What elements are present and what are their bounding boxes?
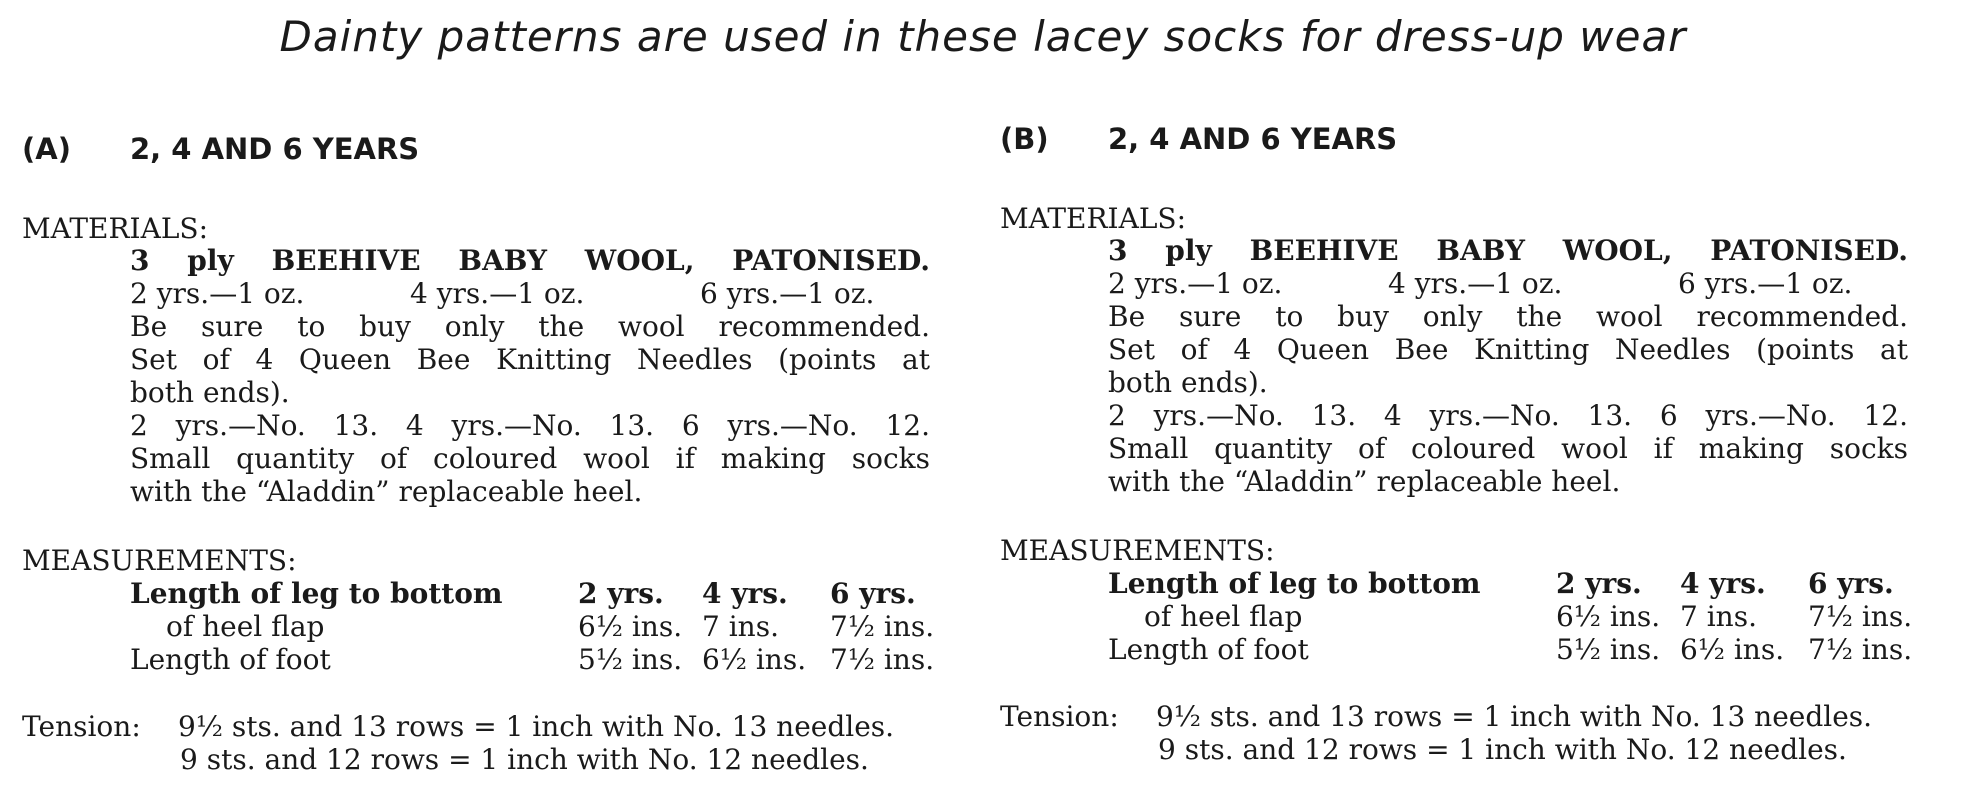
needle-sizes: 2 yrs.—No. 13. 4 yrs.—No. 13. 6 yrs.—No. 12. [130,409,930,442]
pattern-section-a [22,0,982,788]
section-sizes: 2, 4 AND 6 YEARS [1108,122,1398,156]
materials-block [1108,234,1908,498]
tension-block [22,710,894,776]
wool-quantity: 2 yrs.—1 oz. [130,277,305,310]
wool-quantity: 4 yrs.—1 oz. [1388,267,1563,300]
tension-line: 9 sts. and 12 rows = 1 inch with No. 12 needles. [1158,733,1847,766]
measure-value: 6½ ins. [1556,600,1661,633]
coloured-wool-line: with the “Aladdin” replaceable heel. [130,475,643,508]
tension-block [1000,700,1872,766]
size-header: 4 yrs. [1680,567,1766,600]
section-letter: (B) [1000,122,1049,156]
table-row [130,610,934,643]
table-row [1108,633,1912,666]
coloured-wool-line: Small quantity of coloured wool if making socks [130,442,930,475]
coloured-wool-line: with the “Aladdin” replaceable heel. [1108,465,1621,498]
measurements-table [130,577,934,676]
pattern-section-b [1000,0,1960,778]
wool-note: Be sure to buy only the wool recommended. [1108,300,1908,333]
section-sizes: 2, 4 AND 6 YEARS [130,132,420,166]
wool-quantities [130,277,930,310]
measurements-heading: MEASUREMENTS: [1000,534,1275,567]
measure-value: 5½ ins. [1556,633,1661,666]
tension-label: Tension: [1000,700,1119,733]
needles-line: Set of 4 Queen Bee Knitting Needles (points at [1108,333,1908,366]
foot-label: Length of foot [1108,633,1309,666]
measure-value: 7 ins. [1680,600,1757,633]
needle-sizes: 2 yrs.—No. 13. 4 yrs.—No. 13. 6 yrs.—No. 12. [1108,399,1908,432]
page-headline: Dainty patterns are used in these lacey socks for dress-up wear [279,12,1687,61]
measure-value: 7½ ins. [830,610,935,643]
section-letter: (A) [22,132,71,166]
size-header: 6 yrs. [830,577,916,610]
size-header: 4 yrs. [702,577,788,610]
tension-line: 9 sts. and 12 rows = 1 inch with No. 12 needles. [180,743,869,776]
measurements-table [1108,567,1912,666]
table-header-row [130,577,934,610]
wool-quantity: 6 yrs.—1 oz. [700,277,875,310]
foot-label: Length of foot [130,643,331,676]
measure-value: 6½ ins. [702,643,807,676]
measure-value: 7½ ins. [1808,600,1913,633]
measure-value: 7 ins. [702,610,779,643]
leg-label: Length of leg to bottom [1108,567,1481,600]
leg-label: of heel flap [1144,600,1303,633]
needles-line: both ends). [130,376,290,409]
materials-block [130,244,930,508]
size-header: 2 yrs. [578,577,664,610]
wool-quantity: 2 yrs.—1 oz. [1108,267,1283,300]
materials-heading: MATERIALS: [1000,202,1187,235]
wool-quantity: 6 yrs.—1 oz. [1678,267,1853,300]
wool-note: Be sure to buy only the wool recommended. [130,310,930,343]
wool-line: 3 ply BEEHIVE BABY WOOL, PATONISED. [1108,234,1908,267]
needles-line: Set of 4 Queen Bee Knitting Needles (points at [130,343,930,376]
materials-heading: MATERIALS: [22,212,209,245]
wool-quantity: 4 yrs.—1 oz. [410,277,585,310]
measure-value: 6½ ins. [1680,633,1785,666]
measure-value: 7½ ins. [830,643,935,676]
needles-line: both ends). [1108,366,1268,399]
coloured-wool-line: Small quantity of coloured wool if making socks [1108,432,1908,465]
tension-label: Tension: [22,710,141,743]
tension-line: 9½ sts. and 13 rows = 1 inch with No. 13 needles. [178,710,895,743]
section-title [22,132,419,166]
leg-label: Length of leg to bottom [130,577,503,610]
tension-line: 9½ sts. and 13 rows = 1 inch with No. 13 needles. [1156,700,1873,733]
measure-value: 7½ ins. [1808,633,1913,666]
measurements-heading: MEASUREMENTS: [22,544,297,577]
table-row [130,643,934,676]
measure-value: 5½ ins. [578,643,683,676]
wool-quantities [1108,267,1908,300]
section-title [1000,122,1397,156]
table-header-row [1108,567,1912,600]
wool-line: 3 ply BEEHIVE BABY WOOL, PATONISED. [130,244,930,277]
table-row [1108,600,1912,633]
measure-value: 6½ ins. [578,610,683,643]
size-header: 2 yrs. [1556,567,1642,600]
size-header: 6 yrs. [1808,567,1894,600]
leg-label: of heel flap [166,610,325,643]
